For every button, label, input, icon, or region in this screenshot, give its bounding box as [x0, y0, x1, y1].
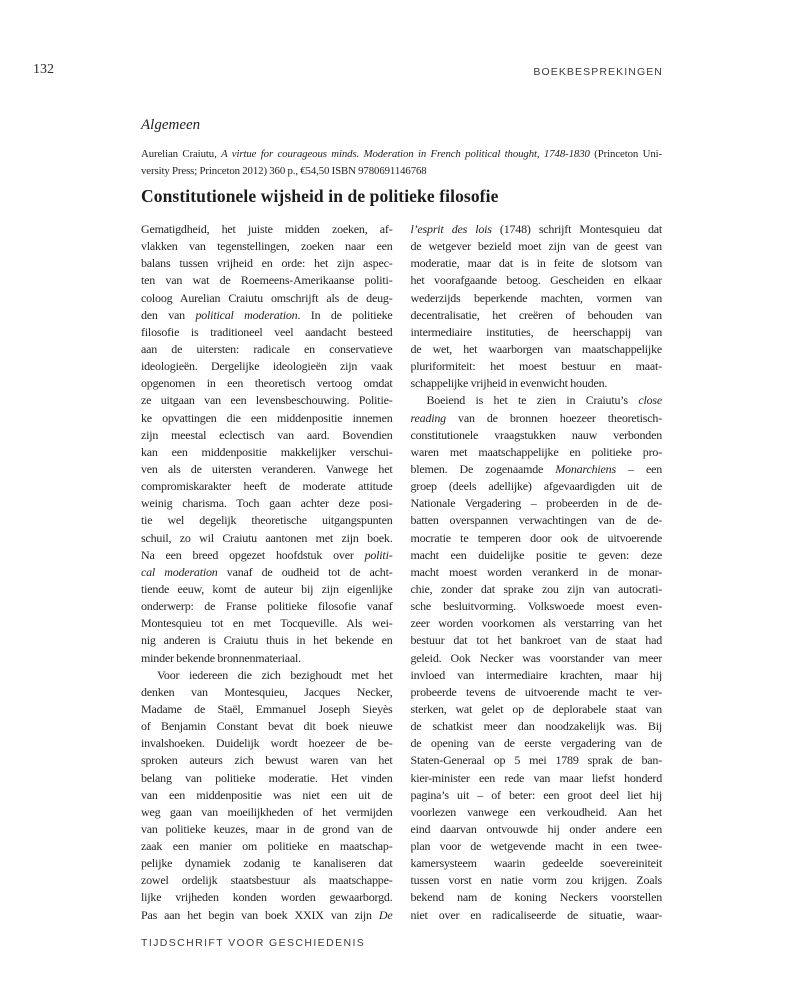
- text-line: cal moderation vanaf de oudheid tot de acht-: [141, 564, 393, 579]
- text-line: plan voor de wetgevende macht in een twee-: [410, 839, 662, 854]
- text-line: bekend nam de koning Neckers voorstellen: [410, 890, 662, 905]
- text-line: zijn meestal eclectisch van aard. Bovendien: [141, 427, 393, 442]
- text-line: probeerde tevens de uitvoerende macht te ver-: [410, 684, 662, 699]
- text-line: van een middenpositie was niet een uit de: [141, 787, 393, 802]
- text-line: Nationale Vergadering – probeerden in de de-: [410, 496, 662, 511]
- text-line: invalshoeken. Duidelijk wordt hoezeer de be-: [141, 736, 393, 751]
- text-line: eind daarvan ontvouwde hij onder andere een: [410, 821, 662, 836]
- running-foot-journal-title: TIJDSCHRIFT VOOR GESCHIEDENIS: [141, 937, 366, 949]
- text-line: tussen vorst en natie vorm zou krijgen. Zoals: [410, 873, 662, 888]
- review-category-label: Algemeen: [141, 117, 201, 133]
- text-line: decentralisatie, het creëren of behouden van: [410, 307, 662, 322]
- text-line: reading van de bronnen hoezeer theoretisch-: [410, 410, 662, 425]
- text-line: Na een breed opgezet hoofdstuk over politi-: [141, 547, 393, 562]
- text-line: coloog Aurelian Craiutu omschrijft als de deug-: [141, 290, 393, 305]
- text-line: chie, zonder dat sprake zou zijn van autocrati-: [410, 581, 662, 596]
- text-line: de wet, het waarborgen van maatschappelijke: [410, 341, 662, 356]
- body-column-right: [411, 221, 663, 924]
- text-line: van politieke keuzes, maar in de grond van de: [141, 821, 393, 836]
- text-line: belang van politieke moderatie. Het vinden: [141, 770, 393, 785]
- text-line: bestuur dat tot het bankroet van de staat had: [410, 633, 662, 648]
- text-line: zaak een manier om politieke en maatschap-: [141, 839, 393, 854]
- text-line: Madame de Staël, Emmanuel Joseph Sieyès: [141, 701, 393, 716]
- text-line: Gematigdheid, het juiste midden zoeken, af-: [141, 222, 393, 236]
- text-line: groep (deels adellijke) afgevaardigden uit de: [410, 479, 662, 494]
- article-content: [141, 0, 662, 983]
- text-line: Voor iedereen die zich bezighoudt met het: [157, 667, 393, 682]
- text-line: l’esprit des lois (1748) schrijft Montesquieu dat: [410, 222, 662, 236]
- text-line: versity Press; Princeton 2012) 360 p., €54,50 ISBN 9780691146768: [141, 164, 427, 177]
- text-line: tiende eeuw, komt de auteur bij zijn eigenlijke: [141, 581, 393, 596]
- text-line: macht moest worden verankerd in de monar-: [410, 564, 662, 579]
- text-line: kamersysteem waarin gedeelde soevereiniteit: [410, 856, 662, 871]
- text-line: pelijke dynamiek zodanig te kanaliseren dat: [141, 856, 393, 871]
- text-line: pagina’s uit – of beter: een groot deel liet hij: [410, 787, 662, 802]
- text-line: ven als de uitersten veranderen. Vanwege het: [141, 461, 393, 476]
- text-line: tie wel degelijk theoretische uitgangspunten: [141, 513, 393, 528]
- text-line: Boeiend is het te zien in Craiutu’s close: [426, 393, 662, 408]
- text-line: aan de uitersten: radicale en conservatieve: [141, 341, 393, 356]
- text-line: intermediaire instituties, de heerschappij van: [410, 324, 662, 339]
- text-line: constitutionele vraagstukken nauw verbonden: [410, 427, 662, 442]
- text-line: kier-minister een rede van maar liefst honderd: [410, 770, 662, 785]
- text-line: waren met maatschappelijke en politieke pro-: [410, 444, 662, 459]
- text-line: macht een duidelijke positie te geven: deze: [410, 547, 662, 562]
- text-line: pluriformiteit: het moest bestuur en maat-: [410, 359, 662, 374]
- text-line: zowel ordelijk staatsbestuur als maatschappe-: [141, 873, 393, 888]
- text-line: zeer worden voorkomen als verstarring van het: [410, 616, 662, 631]
- text-line: de schatkist meer dan noodzakelijk was. Bij: [410, 719, 662, 734]
- text-line: ideologieën. Dergelijke ideologieën zijn vaak: [141, 359, 393, 374]
- text-line: Aurelian Craiutu, A virtue for courageous minds. Moderation in French political thought, 1748-1830 (Princeton Uni-: [141, 148, 662, 160]
- text-line: schappelijke vrijheid in evenwicht houden.: [410, 376, 608, 391]
- text-line: kan een middenpositie makkelijker verschui-: [141, 444, 393, 459]
- text-line: batten overspannen verwachtingen van de de-: [410, 513, 662, 528]
- text-line: minder bekende bronnenmateriaal.: [141, 650, 301, 665]
- text-line: sproken auteurs zich bewust waren van het: [141, 753, 393, 768]
- running-head-section-title: BOEKBESPREKINGEN: [533, 66, 663, 78]
- text-line: wederzijds beperkende machten, vormen van: [410, 290, 662, 305]
- text-line: niet over en radicaliseerde de situatie, waar-: [410, 907, 662, 922]
- text-line: geleid. Ook Necker was voorstander van meer: [410, 650, 662, 665]
- text-line: ten van wat de Roemeens-Amerikaanse politi-: [141, 273, 393, 288]
- text-line: ze uitgaan van een levensbeschouwing. Politie-: [141, 393, 393, 408]
- text-line: compromiskarakter heeft de moderate attitude: [141, 479, 393, 494]
- text-line: lijke vrijheden konden worden gewaarborgd.: [141, 890, 393, 905]
- body-text-columns: [141, 221, 662, 924]
- text-line: weg gaan van moeilijkheden of het vermijden: [141, 804, 393, 819]
- text-line: opgenomen in een theoretisch vertoog omdat: [141, 376, 393, 391]
- text-line: schuil, zo wil Craiutu aantonen met zijn boek.: [141, 530, 393, 545]
- book-citation: [141, 146, 662, 180]
- text-line: filosofie is traditioneel veel aandacht besteed: [141, 324, 393, 339]
- text-line: vlakken van tegenstellingen, zoeken naar een: [141, 239, 393, 254]
- text-line: voorlezen vanwege een verkoudheid. Aan het: [410, 804, 662, 819]
- text-line: denken van Montesquieu, Jacques Necker,: [141, 684, 393, 699]
- text-line: invloed van intermediaire krachten, maar hij: [410, 667, 662, 682]
- text-line: moderatie, maar dat is in feite de slotsom van: [410, 256, 662, 271]
- text-line: den van political moderation. In de politieke: [141, 307, 393, 322]
- text-line: weinig charisma. Toch gaan achter deze posi-: [141, 496, 393, 511]
- text-line: sterken, wat gelet op de deplorabele staat van: [410, 701, 662, 716]
- text-line: Montesquieu tot en met Tocqueville. Als wei-: [141, 616, 393, 631]
- text-line: nig anderen is Craiutu thuis in het bekende en: [141, 633, 393, 648]
- text-line: mocratie te temperen door ook de uitvoerende: [410, 530, 662, 545]
- text-line: het voorafgaande betoog. Gescheiden en elkaar: [410, 273, 662, 288]
- text-line: de wetgever bezield moet zijn van de geest van: [410, 239, 662, 254]
- text-line: blemen. De zogenaamde Monarchiens – een: [410, 461, 662, 476]
- body-column-left: [141, 221, 393, 924]
- text-line: onderwerp: de Franse politieke filosofie vanaf: [141, 599, 393, 614]
- article-title: Constitutionele wijsheid in de politieke filosofie: [141, 186, 499, 206]
- text-line: of Benjamin Constant bevat dit boek nieuwe: [141, 719, 393, 734]
- page-number: 132: [33, 62, 54, 77]
- text-line: sche besluitvorming. Volkswoede moest even-: [410, 599, 662, 614]
- text-line: Staten-Generaal op 5 mei 1789 sprak de ban-: [410, 753, 662, 768]
- text-line: balans tussen vrijheid en orde: het zijn aspec-: [141, 256, 393, 271]
- text-line: Pas aan het begin van boek XXIX van zijn De: [141, 907, 393, 922]
- text-line: ke opvattingen die een middenpositie innemen: [141, 410, 393, 425]
- text-line: de opening van de eerste vergadering van de: [410, 736, 662, 751]
